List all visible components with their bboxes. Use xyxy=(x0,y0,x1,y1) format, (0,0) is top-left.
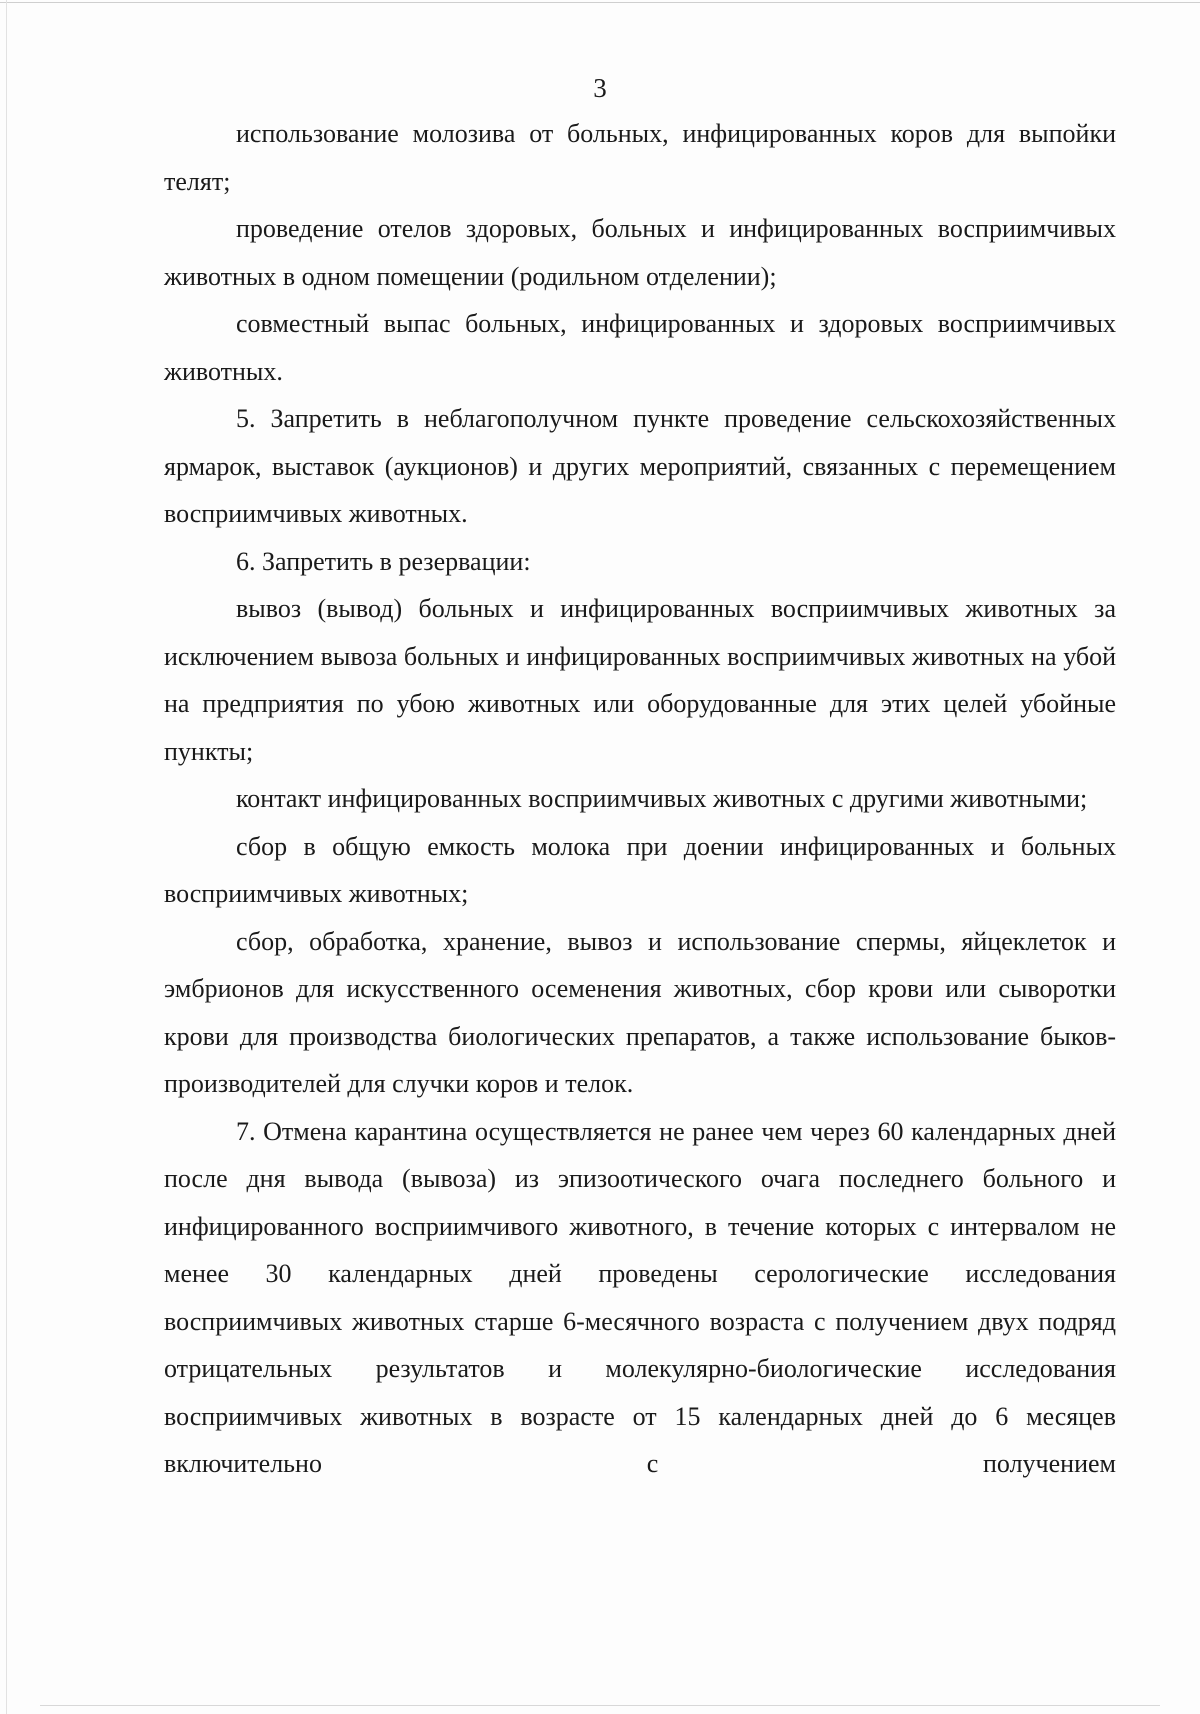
paragraph-item-7: 7. Отмена карантина осуществляется не ранее чем через 60 календарных дней после дня вывода (вывоза) из эпизоотического очага последнего больного и инфицированного восприимчивого животного, в течение которых с интервалом не менее 30 календарных дней проведены серологические исследования восприимчивых животных старше 6-месячного возраста с получением двух подряд отрицательных результатов и молекулярно-биологические исследования восприимчивых животных в возрасте от 15 календарных дней до 6 месяцев включительно с получением xyxy=(164,1116,1116,1478)
paragraph-colostrum: использование молозива от больных, инфицированных коров для выпойки телят; xyxy=(164,119,1116,196)
paragraph-grazing: совместный выпас больных, инфицированных и здоровых восприимчивых животных. xyxy=(164,309,1116,386)
paragraph-item-6-heading: 6. Запретить в резервации: xyxy=(236,546,531,576)
page-number: 3 xyxy=(593,73,607,103)
scan-edge-left xyxy=(6,0,7,1714)
paragraph-item-5: 5. Запретить в неблагополучном пункте проведение сельскохозяйственных ярмарок, выставок (аукционов) и других мероприятий, связанных с перемещением восприимчивых животных. xyxy=(164,404,1116,528)
scan-edge-top xyxy=(0,2,1200,3)
paragraph-calving: проведение отелов здоровых, больных и инфицированных восприимчивых животных в одном помещении (родильном отделении); xyxy=(164,214,1116,291)
paragraph-sperm: сбор, обработка, хранение, вывоз и использование спермы, яйцеклеток и эмбрионов для искусственного осеменения животных, сбор крови или сыворотки крови для производства биологических препаратов, а также использование быков-производителей для случки коров и телок. xyxy=(164,926,1116,1098)
scan-edge-bottom xyxy=(40,1705,1160,1706)
paragraph-milk: сбор в общую емкость молока при доении инфицированных и больных восприимчивых животных; xyxy=(164,831,1116,908)
document-body xyxy=(164,110,1116,1488)
paragraph-contact: контакт инфицированных восприимчивых животных с другими животными; xyxy=(236,784,1088,813)
paragraph-export: вывоз (вывод) больных и инфицированных восприимчивых животных за исключением вывоза больных и инфицированных восприимчивых животных на убой на предприятия по убою животных или оборудованные для этих целей убойные пункты; xyxy=(164,594,1116,766)
